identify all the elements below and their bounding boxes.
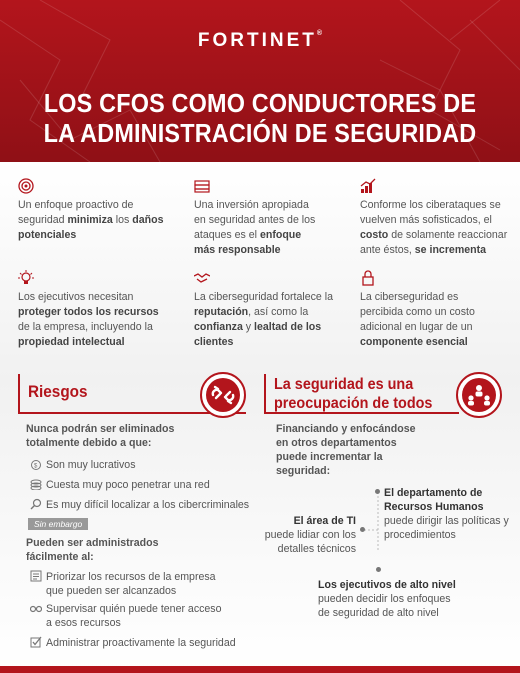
checkbox-icon	[30, 636, 42, 648]
ti-block: El área de TI puede lidiar con los detalles técnicos	[264, 515, 356, 555]
rh-block: El departamento de Recursos Humanos puede dirigir las políticas y procedimientos	[384, 487, 509, 541]
dot-exec	[376, 567, 381, 572]
fact-2: Una inversión apropiada en seguridad antes de los ataques es el enfoque más responsable	[194, 178, 320, 258]
checklist-icon	[30, 570, 42, 582]
riesgos-intro: Nunca podrán ser eliminados totalmente debido a que:	[26, 423, 175, 449]
reason-2: Cuesta muy poco penetrar una red	[30, 478, 210, 492]
magnifier-icon	[30, 498, 42, 510]
fact-1: Un enfoque proactivo de seguridad minimiza los daños potenciales	[18, 178, 168, 243]
fact-6: La ciberseguridad es percibida como un costo adicional en lugar de un componente esencial	[360, 270, 488, 350]
exec-block: Los ejecutivos de alto nivel pueden decidir los enfoques de seguridad de alto nivel	[318, 579, 456, 619]
reason-3: Es muy difícil localizar a los cibercriminales	[30, 498, 249, 512]
fortinet-logo: FORTINET®	[197, 30, 323, 51]
page-title: LOS CFOS COMO CONDUCTORES DE LA ADMINISTRACIÓN DE SEGURIDAD	[43, 88, 477, 148]
action-1: Priorizar los recursos de la empresa que pueden ser alcanzados	[30, 570, 230, 598]
target-icon	[18, 178, 34, 194]
broken-link-badge	[200, 372, 246, 418]
dot-ti	[360, 527, 365, 532]
action-3: Administrar proactivamente la seguridad	[30, 636, 250, 650]
people-icon	[462, 378, 496, 412]
broken-link-icon	[206, 378, 240, 412]
riesgos-heading: Riesgos	[28, 382, 88, 401]
seguridad-intro: Financiando y enfocándose en otros departamentos puede incrementar la seguridad:	[276, 423, 416, 477]
footer-bar	[0, 666, 520, 673]
sin-embargo-tag: Sin embargo	[28, 518, 88, 530]
money-stack-icon	[194, 178, 210, 194]
fact-4: Los ejecutivos necesitan proteger todos los recursos de la empresa, incluyendo la propiedad intelectual	[18, 270, 166, 350]
binoculars-icon	[30, 602, 42, 614]
action-2: Supervisar quién puede tener acceso a esos recursos	[30, 602, 230, 630]
people-badge	[456, 372, 502, 418]
padlock-icon	[360, 270, 376, 286]
coins-icon	[30, 478, 42, 490]
dot-rh	[375, 489, 380, 494]
lightbulb-icon	[18, 270, 34, 286]
seguridad-heading: La seguridad es una preocupación de todos	[274, 376, 433, 412]
fact-3: Conforme los ciberataques se vuelven más sofisticados, el costo de solamente reaccionar ante éstos, se incrementa	[360, 178, 510, 258]
handshake-icon	[194, 270, 210, 286]
svg-text:$: $	[34, 463, 38, 470]
admin-intro: Pueden ser administrados fácilmente al:	[26, 537, 159, 563]
rising-chart-icon	[360, 178, 376, 194]
money-bag-icon	[30, 458, 42, 470]
seguridad-heading-box	[264, 374, 459, 414]
header-banner	[0, 0, 520, 162]
reason-1: $ Son muy lucrativos	[30, 458, 136, 472]
fact-5: La ciberseguridad fortalece la reputación, así como la confianza y lealtad de los clientes	[194, 270, 334, 350]
